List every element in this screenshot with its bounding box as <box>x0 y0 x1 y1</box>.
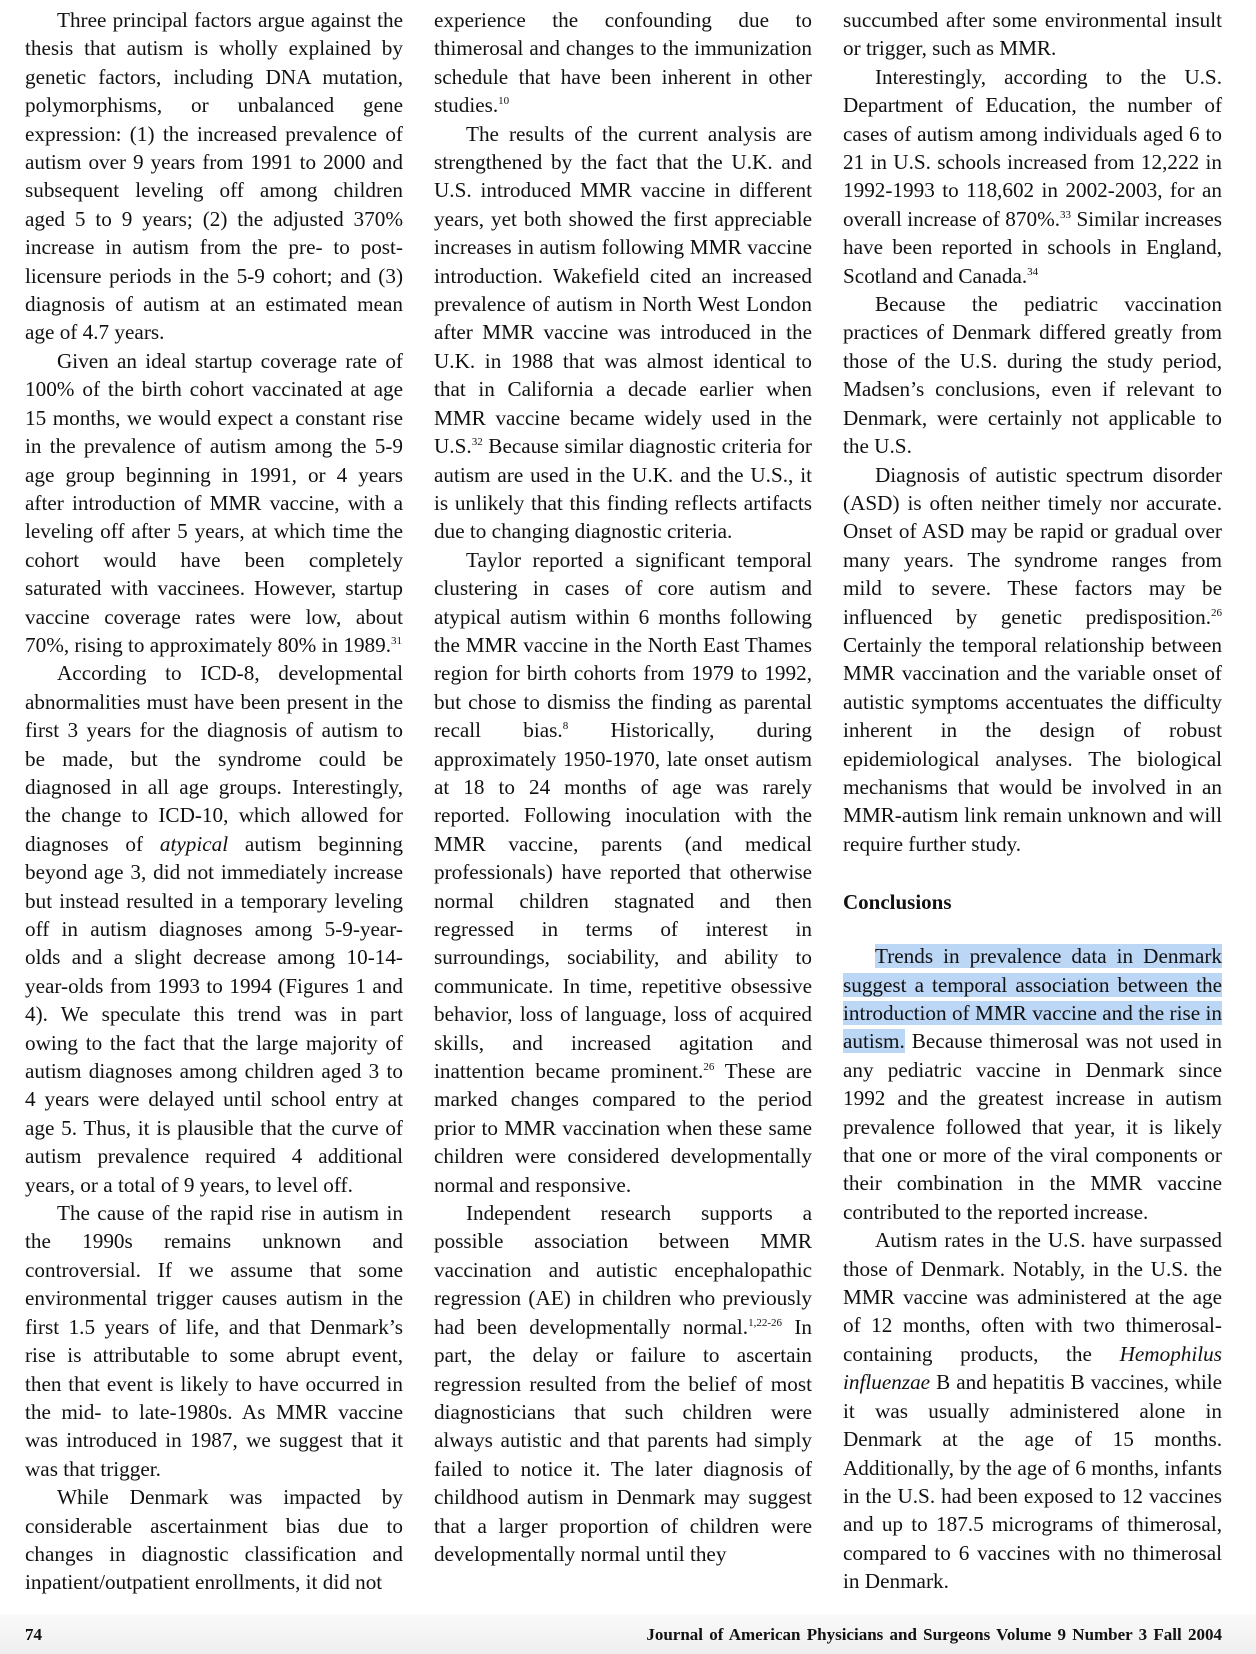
reference-superscript: 33 <box>1060 208 1072 221</box>
reference-superscript: 1,22-26 <box>748 1316 783 1329</box>
paragraph: Because the pediatric vaccination practices of Denmark differed greatly from those of the U.S. during the study period, Madsen’s conclusions, even if relevant to Denmark, were certainly not applicable to the U.S. <box>843 292 1222 459</box>
paragraph: experience the confounding due to thimerosal and changes to the immunization schedule that have been inherent in other studies.$^{10}$ <box>434 8 812 118</box>
selected-text-highlight[interactable]: Trends in prevalence data in Denmark suggest a temporal association between the introduction of MMR vaccine and the rise in autism. <box>843 944 1222 1054</box>
paragraph: Three principal factors argue against the thesis that autism is wholly explained by genetic factors, including DNA mutation, polymorphisms, or unbalanced gene expression: (1) the increased prevalence of autism over 9 years from 1991 to 2000 and subsequent leveling off among children aged 5 to 9 years; (2) the adjusted 370% increase in autism from the pre- to post-licensure periods in the 5-9 cohort; and (3) diagnosis of autism at an estimated mean age of 4.7 years. <box>25 8 403 345</box>
paragraph: Diagnosis of autistic spectrum disorder (ASD) is often neither timely nor accurate. Onset of ASD may be rapid or gradual over many years. The syndrome ranges from mild to severe. These factors may be influenced by genetic predisposition.$^{26}$ Certainly the temporal relationship between MMR vaccination and the variable onset of autistic symptoms accentuates the difficulty inherent in the design of robust epidemiological analyses. The biological mechanisms that would be involved in an MMR-autism link remain unknown and will require further study. <box>843 462 1222 856</box>
page-number: 74 <box>25 1625 42 1644</box>
text-column-middle <box>434 6 812 1568</box>
paragraph: Taylor reported a significant temporal clustering in cases of core autism and atypical autism within 6 months following the MMR vaccine in the North East Thames region for birth cohorts from 1979 to 1992, but chose to dismiss the finding as parental recall bias.$^8$ Historically, during approximately 1950-1970, late onset autism at 18 to 24 months of age was rarely reported. Following inoculation with the MMR vaccine, parents (and medical professionals) have reported that otherwise normal children stagnated and then regressed in terms of interest in surroundings, sociability, and ability to communicate. In time, repetitive obsessive behavior, loss of language, loss of acquired skills, and increased agitation and inattention became prominent.$^{26}$ These are marked changes compared to the period prior to MMR vaccination when these same children were considered developmentally normal and responsive. <box>434 547 812 1197</box>
paragraph: The cause of the rapid rise in autism in the 1990s remains unknown and controversial. If we assume that some environmental trigger causes autism in the first 1.5 years of life, and that Denmark’s rise is attributable to some abrupt event, then that event is likely to have occurred in the mid- to late-1980s. As MMR vaccine was introduced in 1987, we suggest that it was that trigger. <box>25 1201 403 1481</box>
text-column-left <box>25 6 403 1597</box>
reference-superscript: 26 <box>703 1060 715 1073</box>
text-column-right <box>843 6 1222 1596</box>
section-heading: Conclusions <box>843 890 952 915</box>
paragraph: The results of the current analysis are strengthened by the fact that the U.K. and U.S. introduced MMR vaccine in different years, yet both showed the first appreciable increases in autism following MMR vaccine introduction. Wakefield cited an increased prevalence of autism in North West London after MMR vaccine was introduced in the U.K. in 1988 that was almost identical to that in California a decade earlier when MMR vaccine became widely used in the U.S.$^{32}$ Because similar diagnostic criteria for autism are used in the U.K. and the U.S., it is unlikely that this finding reflects artifacts due to changing diagnostic criteria. <box>434 121 812 544</box>
journal-citation: Journal of American Physicians and Surgeons Volume 9 Number 3 Fall 2004 <box>646 1625 1222 1644</box>
reference-superscript: 26 <box>1211 606 1222 619</box>
paragraph: Autism rates in the U.S. have surpassed those of Denmark. Notably, in the U.S. the MMR vaccine was administered at the age of 12 months, often with two thimerosal-containing products, the Hemophilus influenzae B and hepatitis B vaccines, while it was usually administered alone in Denmark at the age of 15 months. Additionally, by the age of 6 months, infants in the U.S. had been exposed to 12 vaccines and up to 187.5 micrograms of thimerosal, compared to 6 vaccines with no thimerosal in Denmark. <box>843 1228 1222 1594</box>
paragraph: Independent research supports a possible association between MMR vaccination and autistic encephalopathic regression (AE) in children who previously had been developmentally normal.$^{1,22-26}$ In part, the delay or failure to ascertain regression resulted from the belief of most diagnosticians that such children were always autistic and that parents had simply failed to notice it. The later diagnosis of childhood autism in Denmark may suggest that a larger proportion of children were developmentally normal until they <box>434 1201 812 1566</box>
paragraph[interactable]: Trends in prevalence data in Denmark suggest a temporal association between the introduction of MMR vaccine and the rise in autism. Because thimerosal was not used in any pediatric vaccine in Denmark since 1992 and the greatest increase in autism prevalence followed that year, it is likely that one or more of the viral components or their combination in the MMR vaccine contributed to the reported increase. <box>843 944 1222 1224</box>
reference-superscript: 8 <box>562 720 569 733</box>
reference-superscript: 32 <box>471 436 483 449</box>
paragraph: Interestingly, according to the U.S. Department of Education, the number of cases of autism among individuals aged 6 to 21 in U.S. schools increased from 12,222 in 1992-1993 to 118,602 in 2002-2003, for an overall increase of 870%.$^{33}$ Similar increases have been reported in schools in England, Scotland and Canada.$^{34}$ <box>843 64 1222 288</box>
paragraph: While Denmark was impacted by considerable ascertainment bias due to changes in diagnostic classification and inpatient/outpatient enrollments, it did not <box>25 1485 403 1595</box>
reference-superscript: 34 <box>1027 265 1039 278</box>
paragraph: According to ICD-8, developmental abnormalities must have been present in the first 3 years for the diagnosis of autism to be made, but the syndrome could be diagnosed in all age groups. Interestingly, the change to ICD-10, which allowed for diagnoses of atypical autism beginning beyond age 3, did not immediately increase but instead resulted in a temporary leveling off in autism diagnoses among 5-9-year-olds and a slight decrease among 10-14-year-olds from 1993 to 1994 (Figures 1 and 4). We speculate this trend was in part owing to the fact that the large majority of autism diagnoses among children aged 3 to 4 years were delayed until school entry at age 5. Thus, it is plausible that the curve of autism prevalence required 4 additional years, or a total of 9 years, to level off. <box>25 661 403 1197</box>
paragraph: Given an ideal startup coverage rate of 100% of the birth cohort vaccinated at age 15 months, we would expect a constant rise in the prevalence of autism among the 5-9 age group beginning in 1991, or 4 years after introduction of MMR vaccine, with a leveling off after 5 years, at which time the cohort would have been completely saturated with vaccinees. However, startup vaccine coverage rates were low, about 70%, rising to approximately 80% in 1989.31 <box>25 348 403 657</box>
reference-superscript: 10 <box>498 95 510 108</box>
paragraph: succumbed after some environmental insult or trigger, such as MMR. <box>843 8 1222 61</box>
reference-superscript: 31 <box>391 634 403 647</box>
